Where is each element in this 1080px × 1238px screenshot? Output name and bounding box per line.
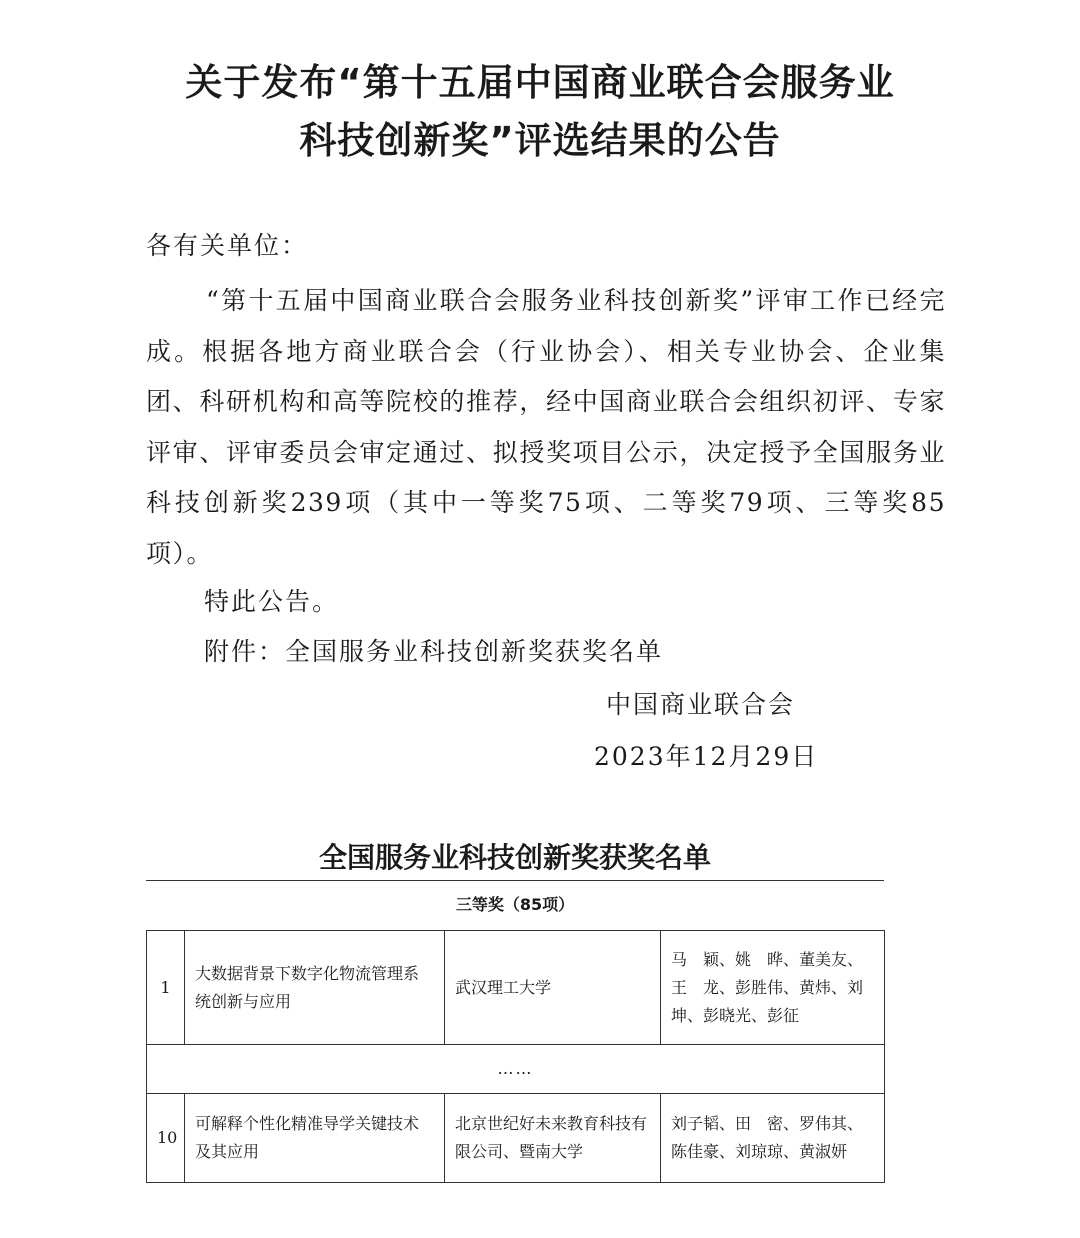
row-number: 1 <box>147 931 185 1045</box>
table-row <box>147 1094 885 1183</box>
title-line-2: 科技创新奖”评选结果的公告 <box>299 119 781 162</box>
table-row-ellipsis <box>147 1045 885 1094</box>
announcement-title <box>0 54 1080 170</box>
organization-name: 北京世纪好未来教育科技有限公司、暨南大学 <box>445 1094 661 1183</box>
row-number: 10 <box>147 1094 185 1183</box>
table-row <box>147 931 885 1045</box>
team-members: 刘子韬、田 密、罗伟其、陈佳豪、刘琼琼、黄淑妍 <box>661 1094 885 1183</box>
issuer-name: 中国商业联合会 <box>606 690 796 719</box>
title-divider <box>146 880 884 881</box>
project-name: 大数据背景下数字化物流管理系统创新与应用 <box>185 931 445 1045</box>
project-name: 可解释个性化精准导学关键技术及其应用 <box>185 1094 445 1183</box>
announcement-body: “第十五届中国商业联合会服务业科技创新奖”评审工作已经完成。根据各地方商业联合会（行业协会）、相关专业协会、企业集团、科研机构和高等院校的推荐，经中国商业联合会组织初评、专家评审、评审委员会审定通过、拟授奖项目公示，决定授予全国服务业科技创新奖239项（其中一等奖75项、二等奖79项、三等奖85项）。 <box>146 286 946 568</box>
title-line-1: 关于发布“第十五届中国商业联合会服务业 <box>185 61 895 104</box>
issue-date: 2023年12月29日 <box>594 742 819 771</box>
award-tier-heading: 三等奖（85项） <box>455 895 575 914</box>
attachment-note: 附件：全国服务业科技创新奖获奖名单 <box>204 637 664 666</box>
ellipsis-cell: …… <box>147 1045 885 1094</box>
team-members: 马 颖、姚 晔、董美友、王 龙、彭胜伟、黄炜、刘 坤、彭晓光、彭征 <box>661 931 885 1045</box>
organization-name: 武汉理工大学 <box>445 931 661 1045</box>
salutation: 各有关单位： <box>146 231 309 260</box>
award-table <box>146 930 885 1183</box>
notice-text: 特此公告。 <box>204 587 340 616</box>
award-list-title: 全国服务业科技创新奖获奖名单 <box>318 841 711 874</box>
